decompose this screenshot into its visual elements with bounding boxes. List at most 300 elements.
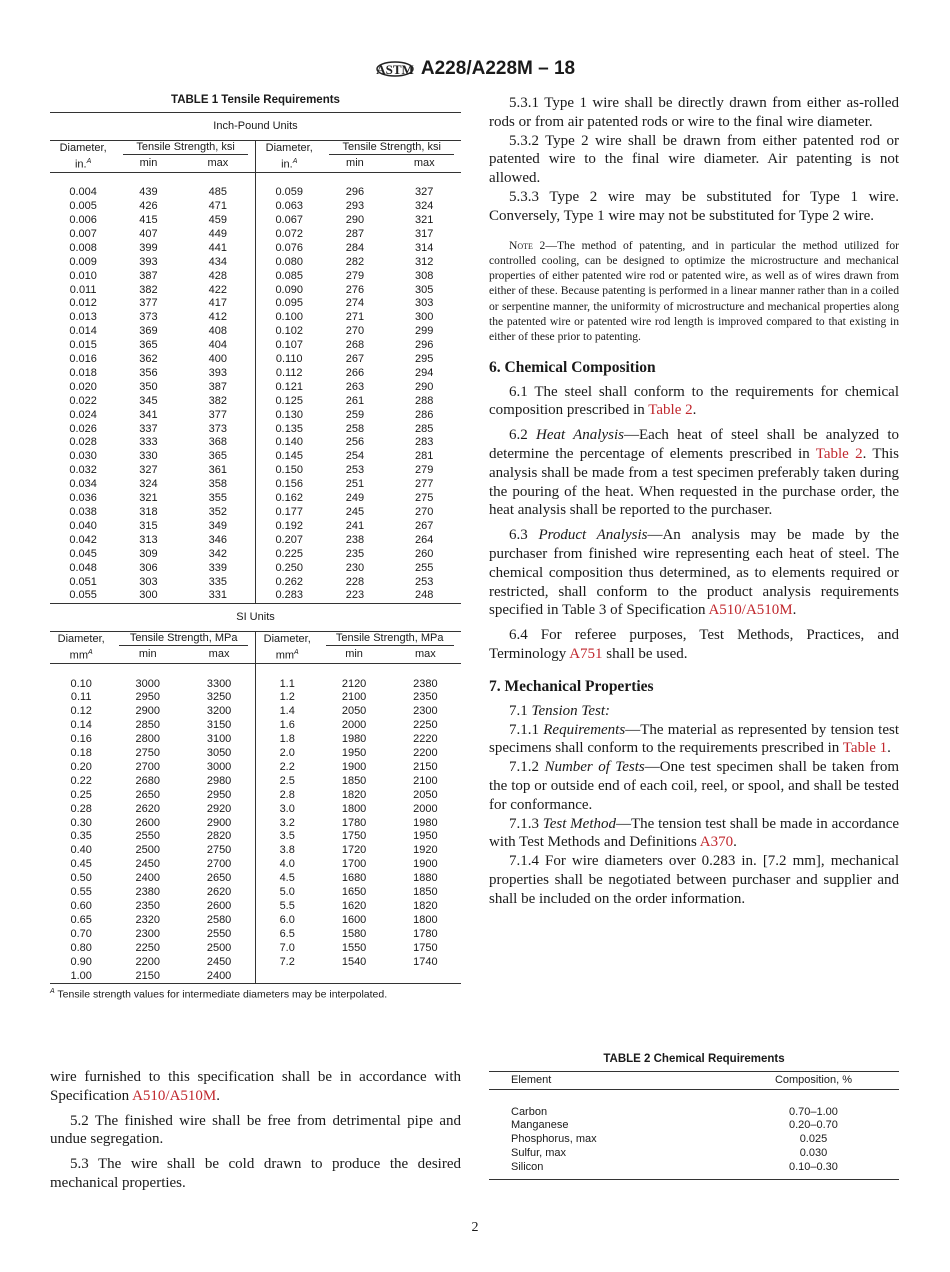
table-row — [50, 900, 461, 914]
text: —An analysis may be made by the purchaser from finished wire representing each heat of steel. The chemical composition thus determined, as to elements required or restricted, shall conform to the product analysis requirements specified in Table 3 of Specification — [489, 527, 900, 619]
table-row — [50, 747, 461, 761]
diameter-cell: 0.080 — [255, 256, 322, 270]
max-cell: 321 — [415, 213, 434, 226]
min-cell: 318 — [139, 506, 158, 518]
diameter-cell: 0.121 — [255, 381, 322, 395]
document-designation: A228/A228M – 18 — [420, 58, 576, 79]
diameter-cell: 0.145 — [255, 450, 322, 464]
max-cell: 2500 — [206, 941, 232, 954]
diameter-cell: 0.038 — [69, 506, 97, 518]
max-cell: 296 — [415, 339, 434, 352]
composition-cell: 0.030 — [799, 1147, 828, 1160]
max-cell: 2580 — [206, 913, 232, 926]
table-row — [50, 548, 461, 562]
diameter-cell: 7.2 — [255, 956, 318, 970]
diameter-cell: 0.112 — [255, 367, 322, 381]
max-cell: 2350 — [413, 691, 438, 704]
max-cell: 264 — [415, 533, 434, 546]
max-cell: 300 — [415, 311, 434, 324]
max-cell: 471 — [208, 200, 228, 213]
min-cell: 270 — [345, 325, 365, 338]
spacer-cell — [728, 1175, 899, 1179]
diameter-cell: 0.040 — [69, 519, 97, 532]
table-row — [50, 705, 461, 719]
min-cell: 407 — [139, 227, 158, 240]
max-cell: 361 — [208, 464, 228, 477]
max-cell: 3100 — [206, 733, 232, 746]
min-cell: 1750 — [341, 830, 367, 843]
diameter-cell: 6.0 — [255, 914, 318, 928]
para-5-2: 5.2 The finished wire shall be free from detrimental pipe and undue segregation. — [50, 1112, 461, 1148]
para-5-1-continued — [50, 1068, 461, 1106]
spacer-cell — [489, 1090, 728, 1106]
link-table-1[interactable]: Table 1 — [842, 740, 888, 757]
diameter-cell: 7.0 — [255, 942, 318, 956]
min-cell: 1680 — [341, 872, 367, 885]
table-row — [50, 436, 461, 450]
min-cell: 426 — [139, 200, 158, 213]
unit-mm: mm — [69, 650, 88, 662]
min-cell: 306 — [139, 561, 158, 574]
min-cell: 337 — [139, 422, 158, 435]
max-cell: 285 — [415, 422, 434, 435]
diameter-cell: 0.12 — [70, 705, 92, 718]
table-row — [50, 506, 461, 520]
max-cell: 2620 — [206, 886, 232, 899]
min-cell: 293 — [345, 200, 365, 213]
min-cell: 258 — [345, 422, 365, 435]
link-a510[interactable]: A510/A510M — [132, 1087, 217, 1104]
table2-body — [489, 1090, 899, 1180]
min-cell: 1620 — [341, 900, 367, 912]
min-cell: 313 — [139, 533, 158, 546]
max-cell: 331 — [208, 589, 228, 602]
max-cell: 253 — [415, 575, 434, 588]
table-row — [50, 970, 461, 984]
max-cell: 1750 — [413, 941, 438, 954]
footnote-ref: A — [87, 649, 93, 657]
unit-in: in. — [74, 158, 87, 171]
max-cell: 255 — [415, 561, 434, 574]
diameter-cell: 2.0 — [255, 747, 318, 761]
diameter-cell: 0.030 — [69, 450, 97, 463]
min-cell: 256 — [345, 436, 365, 449]
table-row — [489, 1161, 899, 1175]
max-cell: 1950 — [413, 830, 438, 843]
max-cell: 404 — [208, 339, 228, 352]
max-cell: 2950 — [206, 788, 232, 801]
min-cell: 1700 — [341, 858, 367, 871]
diameter-cell: 0.051 — [69, 575, 97, 588]
footnote-text: Tensile strength values for intermediate diameters may be interpolated. — [54, 988, 388, 1001]
text: shall be used. — [602, 646, 688, 663]
diameter-cell: 0.80 — [70, 941, 92, 954]
composition-cell: 0.20–0.70 — [788, 1119, 838, 1132]
table2 — [489, 1053, 899, 1180]
footnote-ref: A — [294, 649, 299, 657]
max-cell: 449 — [208, 227, 228, 240]
inch-table — [50, 140, 461, 603]
table-row — [50, 691, 461, 705]
min-cell: 2350 — [135, 900, 160, 912]
table-row — [50, 478, 461, 492]
text: . — [733, 834, 737, 851]
min-cell: 2550 — [135, 830, 160, 843]
table-row — [50, 423, 461, 437]
text: . — [692, 402, 697, 419]
diameter-cell: 0.042 — [69, 533, 97, 546]
diameter-cell: 0.076 — [255, 242, 322, 256]
spacer-cell — [50, 172, 116, 186]
min-cell: 2320 — [135, 913, 160, 926]
link-a510[interactable]: A510/A510M — [708, 602, 793, 619]
min-cell: 387 — [139, 269, 158, 282]
diameter-cell: 3.5 — [255, 830, 318, 844]
diameter-cell: 0.20 — [70, 760, 92, 773]
diameter-cell: 4.0 — [255, 858, 318, 872]
composition-cell: 0.70–1.00 — [788, 1105, 838, 1118]
text: 7.1 — [509, 702, 532, 719]
table-row — [50, 928, 461, 942]
col-tensile-ksi: Tensile Strength, ksi — [123, 141, 248, 155]
link-table-2[interactable]: Table 2 — [815, 446, 863, 463]
table-row — [50, 803, 461, 817]
max-cell: 1850 — [413, 886, 438, 899]
diameter-cell — [255, 970, 318, 984]
col-diameter: Diameter, — [57, 632, 105, 645]
table-row — [50, 589, 461, 603]
link-a751[interactable]: A751 — [569, 646, 603, 663]
table-row — [50, 464, 461, 478]
min-cell: 2500 — [135, 844, 160, 857]
diameter-cell: 1.1 — [255, 678, 318, 692]
table-row — [50, 270, 461, 284]
min-cell: 241 — [345, 519, 365, 532]
min-cell: 300 — [139, 589, 158, 602]
diameter-cell: 0.16 — [70, 733, 92, 746]
min-cell: 399 — [139, 241, 158, 254]
text: —One test specimen shall be taken from the top or outside end of each coil, reel, or spool, and shall be tested for conformance. — [489, 759, 899, 813]
diameter-cell: 0.055 — [69, 589, 97, 602]
diameter-cell: 1.00 — [70, 969, 92, 982]
max-cell: 368 — [208, 436, 228, 449]
min-cell: 287 — [345, 227, 365, 240]
max-cell: 2600 — [206, 900, 232, 912]
text: 6.3 — [509, 527, 539, 544]
table-row — [50, 450, 461, 464]
min-cell: 2950 — [135, 691, 160, 704]
table-row — [50, 284, 461, 298]
table2-grid — [489, 1071, 899, 1180]
min-cell: 279 — [345, 269, 365, 282]
max-cell: 417 — [208, 297, 228, 310]
min-cell: 266 — [345, 366, 365, 379]
text: Heat Analysis — [536, 427, 624, 444]
diameter-cell: 5.0 — [255, 886, 318, 900]
col-tensile-mpa: Tensile Strength, MPa — [119, 632, 247, 646]
max-cell: 408 — [208, 325, 228, 338]
max-cell: 342 — [208, 547, 228, 560]
diameter-cell: 0.095 — [255, 297, 322, 311]
min-cell: 282 — [345, 255, 365, 268]
table-row — [489, 1133, 899, 1147]
min-cell: 1900 — [341, 760, 367, 773]
max-cell: 1920 — [413, 844, 438, 857]
max-cell: 2700 — [206, 858, 232, 871]
max-cell: 373 — [208, 422, 228, 435]
diameter-cell: 0.45 — [70, 858, 92, 871]
diameter-cell: 0.036 — [69, 492, 97, 505]
text: —The tension test shall be made in accordance with Test Methods and Definitions — [489, 815, 900, 851]
table-row — [50, 311, 461, 325]
diameter-cell: 0.125 — [255, 395, 322, 409]
table-row — [50, 858, 461, 872]
min-cell: 251 — [345, 478, 365, 491]
table-row — [50, 409, 461, 423]
composition-cell: 0.10–0.30 — [788, 1161, 838, 1174]
max-cell: 352 — [208, 506, 228, 518]
max-cell — [390, 970, 461, 984]
right-body-text — [489, 94, 899, 909]
diameter-cell: 0.059 — [255, 186, 322, 200]
footnote-marker: A — [50, 988, 55, 996]
max-cell: 2920 — [206, 802, 232, 815]
max-cell: 355 — [208, 492, 228, 505]
diameter-cell: 0.207 — [255, 534, 322, 548]
table-row — [50, 886, 461, 900]
spacer-cell — [112, 664, 183, 678]
table-row — [50, 761, 461, 775]
min-cell: 2700 — [135, 760, 160, 773]
text: Number of Tests — [544, 759, 645, 776]
note-2 — [489, 238, 899, 345]
diameter-cell: 1.8 — [255, 733, 318, 747]
table1-title: TABLE 1 Tensile Requirements — [171, 94, 340, 106]
diameter-cell: 0.107 — [255, 339, 322, 353]
diameter-cell: 0.55 — [70, 886, 92, 899]
diameter-cell: 3.8 — [255, 844, 318, 858]
min-cell: 245 — [345, 506, 365, 518]
max-cell: 2750 — [206, 844, 232, 857]
min-cell — [318, 970, 389, 984]
max-cell: 3200 — [206, 705, 232, 718]
spacer-cell — [728, 1090, 899, 1106]
table-row — [50, 200, 461, 214]
diameter-cell: 0.40 — [70, 844, 92, 857]
min-cell: 393 — [139, 255, 158, 268]
min-cell: 382 — [139, 283, 158, 296]
max-cell: 2650 — [206, 872, 232, 885]
col-min: min — [346, 156, 364, 169]
para-5-3-3: 5.3.3 Type 2 wire may be substituted for Type 1 wire. Conversely, Type 1 wire may not be substituted for Type 2 wire. — [489, 188, 899, 224]
text: Product Analysis — [538, 527, 648, 544]
table-row — [489, 1147, 899, 1161]
table-row — [50, 520, 461, 534]
max-cell: 2820 — [206, 830, 232, 843]
diameter-cell: 0.005 — [69, 200, 97, 213]
diameter-cell: 0.250 — [255, 562, 322, 576]
spacer-row — [489, 1175, 899, 1179]
min-cell: 341 — [139, 408, 158, 421]
diameter-cell: 0.009 — [69, 255, 97, 268]
max-cell: 2050 — [413, 788, 438, 801]
spacer-cell — [390, 664, 461, 678]
text: 6.4 For referee purposes, Test Methods, Practices, and Terminology — [489, 627, 899, 663]
diameter-cell: 0.11 — [70, 691, 92, 704]
col-min: min — [138, 648, 157, 661]
diameter-cell: 0.262 — [255, 576, 322, 590]
min-cell: 263 — [345, 380, 365, 393]
diameter-cell: 0.067 — [255, 214, 322, 228]
max-cell: 3000 — [206, 760, 232, 773]
diameter-cell: 6.5 — [255, 928, 318, 942]
para-7-1 — [489, 702, 899, 721]
max-cell: 279 — [415, 464, 434, 477]
min-cell: 2100 — [341, 691, 367, 704]
diameter-cell: 0.100 — [255, 311, 322, 325]
max-cell: 2980 — [206, 774, 232, 787]
diameter-cell: 0.004 — [69, 186, 97, 199]
link-a370[interactable]: A370 — [699, 834, 734, 851]
para-5-3: 5.3 The wire shall be cold drawn to produce the desired mechanical properties. — [50, 1156, 461, 1191]
diameter-cell: 0.177 — [255, 506, 322, 520]
diameter-cell: 1.6 — [255, 719, 318, 733]
min-cell: 1850 — [341, 774, 367, 787]
col-diameter: Diameter, — [59, 141, 107, 154]
table-row — [50, 914, 461, 928]
diameter-cell: 0.192 — [255, 520, 322, 534]
max-cell: 281 — [415, 450, 434, 463]
max-cell: 299 — [415, 325, 434, 338]
min-cell: 439 — [139, 186, 158, 199]
max-cell: 303 — [415, 297, 434, 310]
spacer-row — [50, 172, 461, 186]
diameter-cell: 0.35 — [70, 830, 92, 843]
para-7-1-2 — [489, 758, 899, 814]
min-cell: 1650 — [341, 886, 367, 899]
diameter-cell: 5.5 — [255, 900, 318, 914]
spacer-row — [489, 1090, 899, 1106]
diameter-cell: 4.5 — [255, 872, 318, 886]
min-cell: 303 — [139, 575, 158, 588]
diameter-cell: 0.085 — [255, 270, 322, 284]
col-min: min — [345, 648, 363, 661]
diameter-cell: 0.65 — [70, 913, 92, 926]
table-row — [50, 186, 461, 200]
max-cell: 349 — [208, 519, 228, 532]
min-cell: 235 — [345, 547, 365, 560]
table-row — [50, 492, 461, 506]
text: —The material as represented by tension test specimens shall conform to the requirements prescribed in — [489, 721, 899, 757]
text: 7.1.2 — [509, 759, 545, 776]
max-cell: 308 — [415, 269, 434, 282]
col-max: max — [413, 156, 435, 169]
min-cell: 2200 — [135, 955, 160, 968]
astm-logo-icon — [375, 56, 415, 82]
table-row — [50, 353, 461, 367]
spacer-cell — [181, 172, 256, 186]
si-units-label: SI Units — [236, 611, 275, 624]
text: 6.1 The steel shall conform to the requirements for chemical composition prescribed in — [489, 383, 899, 419]
table-row — [50, 830, 461, 844]
table-row — [50, 733, 461, 747]
table-row — [50, 256, 461, 270]
max-cell: 2550 — [206, 927, 232, 940]
min-cell: 230 — [345, 561, 365, 574]
diameter-cell: 0.70 — [70, 927, 92, 940]
max-cell: 260 — [415, 547, 434, 560]
para-6-3 — [489, 526, 899, 620]
table1 — [50, 94, 461, 1001]
min-cell: 415 — [139, 213, 158, 226]
min-cell: 324 — [139, 478, 158, 491]
max-cell: 339 — [208, 561, 228, 574]
min-cell: 223 — [345, 589, 365, 602]
table-row — [50, 534, 461, 548]
min-cell: 365 — [139, 339, 158, 352]
spacer-row — [50, 664, 461, 678]
max-cell: 305 — [415, 283, 434, 296]
diameter-cell: 0.072 — [255, 228, 322, 242]
min-cell: 1780 — [341, 816, 367, 829]
max-cell: 288 — [415, 394, 434, 407]
diameter-cell: 0.135 — [255, 423, 322, 437]
min-cell: 333 — [139, 436, 158, 449]
col-tensile-ksi-2: Tensile Strength, ksi — [329, 141, 454, 155]
diameter-cell: 0.063 — [255, 200, 322, 214]
para-5-3-2: 5.3.2 Type 2 wire shall be drawn from either patented rod or patented wire to the final wire diameter. Air patenting is not allowed. — [489, 132, 899, 187]
min-cell: 238 — [345, 533, 365, 546]
min-cell: 330 — [139, 450, 158, 463]
diameter-cell: 0.140 — [255, 436, 322, 450]
text: . — [792, 602, 797, 619]
diameter-cell: 0.048 — [69, 561, 97, 574]
min-cell: 296 — [345, 186, 365, 199]
min-cell: 1820 — [341, 788, 367, 801]
max-cell: 422 — [208, 283, 228, 296]
diameter-cell: 0.225 — [255, 548, 322, 562]
min-cell: 321 — [139, 492, 158, 505]
footnote-ref: A — [292, 158, 298, 165]
diameter-cell: 0.090 — [255, 284, 322, 298]
diameter-cell: 0.007 — [69, 227, 97, 240]
col-max: max — [208, 648, 230, 661]
max-cell: 1900 — [413, 858, 438, 871]
text: . This analysis shall be made from a test specimen preferably taken during the pouring of the heat. When requested in the purchase order, the heat analysis shall be reported to the purchaser. — [489, 446, 899, 519]
min-cell: 345 — [139, 394, 158, 407]
link-table-2[interactable]: Table 2 — [648, 402, 693, 419]
diameter-cell: 0.22 — [70, 774, 92, 787]
max-cell: 2220 — [413, 733, 438, 746]
table-row — [50, 678, 461, 692]
para-7-1-1 — [489, 721, 899, 759]
col-max: max — [414, 648, 436, 661]
max-cell: 295 — [415, 353, 434, 366]
table-row — [50, 576, 461, 590]
min-cell: 1600 — [341, 913, 367, 926]
spacer-cell — [50, 664, 112, 678]
min-cell: 2150 — [135, 969, 160, 982]
min-cell: 1540 — [341, 955, 367, 968]
min-cell: 1720 — [341, 844, 367, 857]
min-cell: 1550 — [341, 941, 367, 954]
max-cell: 1800 — [413, 913, 438, 926]
max-cell: 346 — [208, 533, 228, 546]
diameter-cell: 0.045 — [69, 547, 97, 560]
min-cell: 2900 — [135, 705, 160, 718]
table-row — [489, 1106, 899, 1120]
table-row — [50, 242, 461, 256]
